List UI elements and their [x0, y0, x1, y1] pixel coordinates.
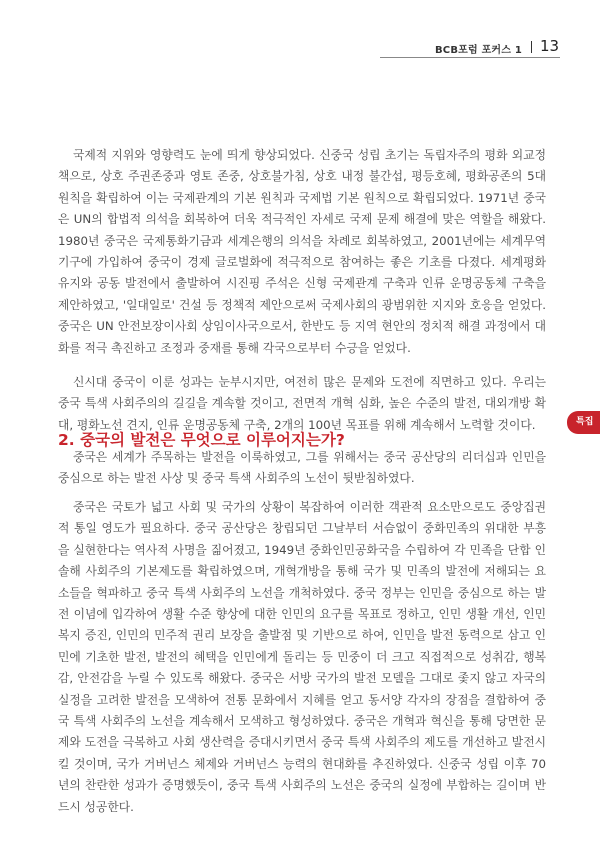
section-heading: 2. 중국의 발전은 무엇으로 이루어지는가? — [58, 431, 345, 449]
header-series-title: BCB포럼 포커스 1 — [434, 45, 522, 56]
section-side-tab — [567, 411, 600, 434]
paragraph-text: 중국은 세계가 주목하는 발전을 이룩하였고, 그를 위해서는 중국 공산당의 리더십과 인민을 중심으로 하는 발전 사상 및 중국 특색 사회주의 노선이 뒷받침하였다. — [58, 450, 546, 486]
paragraph-party-leadership — [58, 497, 546, 818]
paragraph-text: 국제적 지위와 영향력도 눈에 띄게 향상되었다. 신중국 성립 초기는 독립자주의 평화 외교정책으로, 상호 주권존중과 영토 존중, 상호불가침, 상호 내정 불간섭, 평등호혜, 평화공존의 5대 원칙을 확립하여 이는 국제관계의 기본 원칙과 국제법 기본 원칙으로 확립되었다. 1971년 중국은 UN의 합법적 의석을 회복하여 더욱 적극적인 자세로 국제 문제 해결에 맞은 역할을 해왔다. 1980년 중국은 국제통화기금과 세계은행의 의석을 차례로 회복하였고, 2001년에는 세계무역기구에 가입하여 중국이 경제 글로벌화에 적극적으로 참여하는 좋은 기초를 다졌다. 세계평화 유지와 공동 발전에서 출발하여 시진핑 주석은 신형 국제관계 구축과 인류 운명공동체 구축을 제안하였고, '일대일로' 건설 등 정책적 제안으로써 국제사회의 광범위한 지지와 호응을 얻었다. 중국은 UN 안전보장이사회 상임이사국으로서, 한반도 등 지역 현안의 정치적 해결 과정에서 대화를 적극 촉진하고 조정과 중재를 통해 각국으로부터 수긍을 얻었다. — [58, 148, 546, 355]
side-tab-label: 특집 — [576, 417, 594, 427]
paragraph-text: 신시대 중국이 이룬 성과는 눈부시지만, 여전히 많은 문제와 도전에 직면하고 있다. 우리는 중국 특색 사회주의의 길길을 계속할 것이고, 전면적 개혁 심화, 높은 수준의 발전, 대외개방 확대, 평화노선 견지, 인류 운명공동체 구축, 2개의 100년 목표를 위해 계속해서 노력할 것이다. — [58, 375, 546, 432]
paragraph-new-era-challenges — [58, 372, 546, 436]
header-rule — [380, 57, 560, 58]
page-number: 13 — [540, 37, 560, 55]
paragraph-development-basis — [58, 447, 546, 490]
paragraph-international-status — [58, 145, 546, 359]
paragraph-text: 중국은 국토가 넓고 사회 및 국가의 상황이 복잡하여 이러한 객관적 요소만으로도 중앙집권적 통일 영도가 필요하다. 중국 공산당은 창립되던 그날부터 서슴없이 중화민족의 위대한 부흥을 실현한다는 역사적 사명을 짊어졌고, 1949년 중화인민공화국을 수립하여 각 민족을 단합 인솔해 사회주의 기본제도를 확립하였으며, 개혁개방을 통해 국가 및 민족의 발전에 저해되는 요소들을 혁파하고 중국 특색 사회주의 노선을 개척하였다. 중국 정부는 인민을 중심으로 하는 발전 이념에 입각하여 생활 수준 향상에 대한 인민의 요구를 목표로 정하고, 인민 생활 개선, 인민 복지 증진, 인민의 민주적 권리 보장을 출발점 및 기반으로 하여, 인민을 발전 동력으로 삼고 인민에 기초한 발전, 발전의 혜택을 인민에게 돌리는 등 민중이 더 크고 직접적으로 성취감, 행복감, 안전감을 누릴 수 있도록 해왔다. 중국은 서방 국가의 발전 모델을 그대로 좇지 않고 자국의 실정을 고려한 발전을 모색하여 전통 문화에서 지혜를 얻고 동서양 각자의 장점을 결합하여 중국 특색 사회주의 노선을 계속해서 모색하고 형성하였다. 중국은 개혁과 혁신을 통해 당면한 문제와 도전을 극복하고 사회 생산력을 증대시키면서 중국 특색 사회주의 제도를 개선하고 발전시킬 것이며, 국가 거버넌스 체제와 거버넌스 능력의 현대화를 추진하였다. 신중국 성립 이후 70년의 찬란한 성과가 증명했듯이, 중국 특색 사회주의 노선은 중국의 실정에 부합하는 길이며 반드시 성공한다. — [58, 500, 546, 814]
header-divider — [531, 41, 532, 53]
